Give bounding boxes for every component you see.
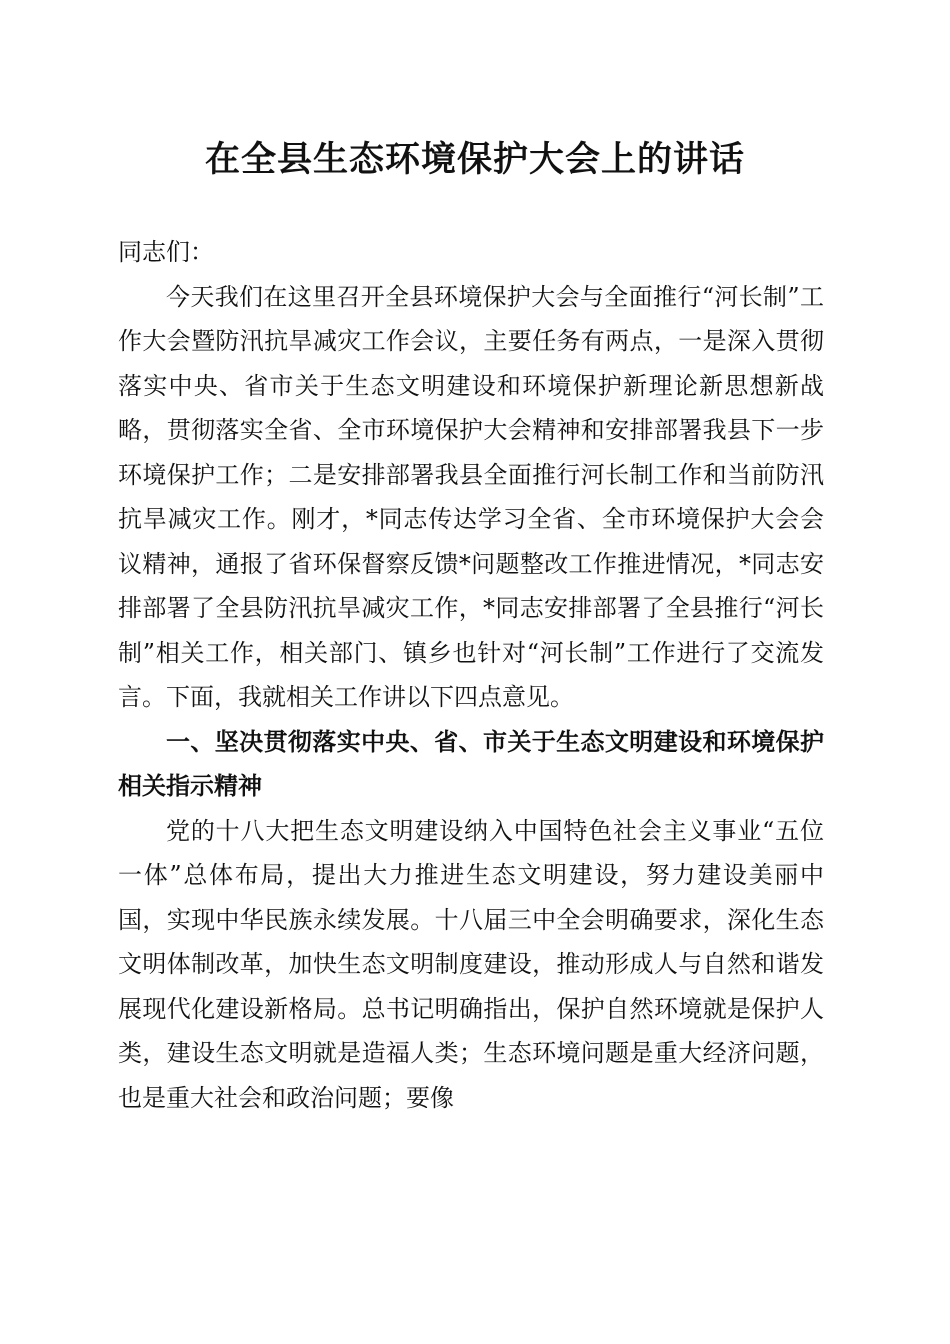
document-title: 在全县生态环境保护大会上的讲话 <box>204 139 745 180</box>
section-heading: 一、坚决贯彻落实中央、省、市关于生态文明建设和环境保护相关指示精神 <box>118 727 824 800</box>
salutation: 同志们： <box>118 238 214 266</box>
document-body <box>118 230 824 1120</box>
section-paragraph: 党的十八大把生态文明建设纳入中国特色社会主义事业“五位一体”总体布局，提出大力推进生态文明建设，努力建设美丽中国，实现中华民族永续发展。十八届三中全会明确要求，深化生态文明体制改革，加快生态文明制度建设，推动形成人与自然和谐发展现代化建设新格局。总书记明确指出，保护自然环境就是保护人类，建设生态文明就是造福人类；生态环境问题是重大经济问题，也是重大社会和政治问题；要像 <box>118 816 824 1112</box>
intro-paragraph: 今天我们在这里召开全县环境保护大会与全面推行“河长制”工作大会暨防汛抗旱减灾工作会议，主要任务有两点，一是深入贯彻落实中央、省市关于生态文明建设和环境保护新理论新思想新战略，贯彻落实全省、全市环境保护大会精神和安排部署我县下一步环境保护工作；二是安排部署我县全面推行河长制工作和当前防汛抗旱减灾工作。刚才，*同志传达学习全省、全市环境保护大会会议精神，通报了省环保督察反馈*问题整改工作推进情况，*同志安排部署了全县防汛抗旱减灾工作，*同志安排部署了全县推行“河长制”相关工作，相关部门、镇乡也针对“河长制”工作进行了交流发言。下面，我就相关工作讲以下四点意见。 <box>118 282 824 711</box>
